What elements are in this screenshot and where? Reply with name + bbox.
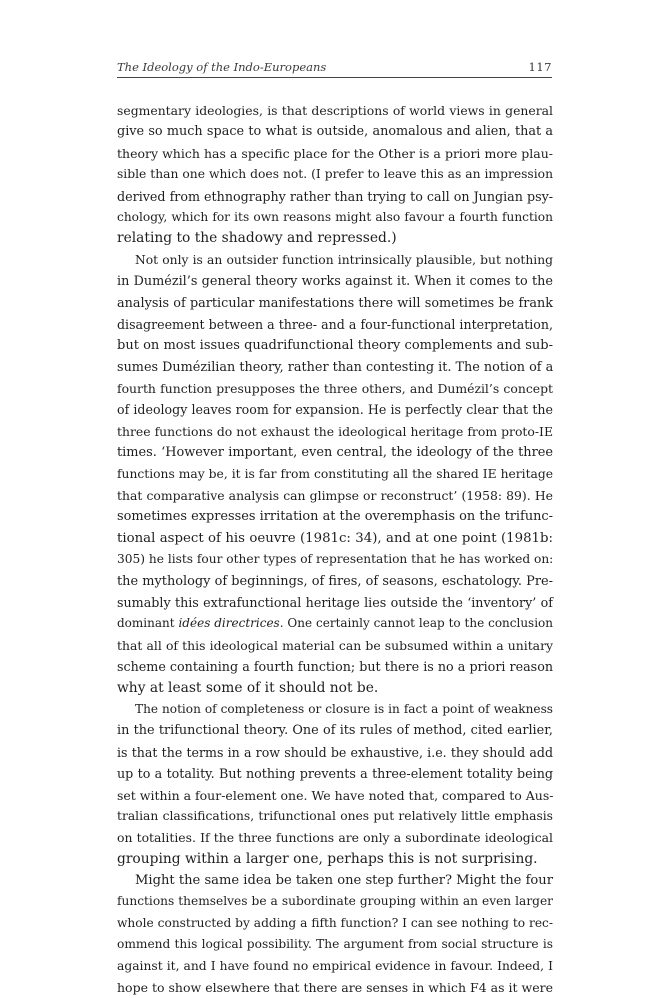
text-line: 305) he lists four other types of representation that he has worked on: [117,552,554,567]
text-line: three functions do not exhaust the ideological heritage from proto-IE [117,423,553,439]
text-line: sumably this extrafunctional heritage lies outside the ‘inventory’ of [117,594,553,610]
text-line: ommend this logical possibility. The argument from social structure is [117,937,553,952]
paragraph [117,699,553,870]
paragraph [117,250,553,699]
running-head [117,60,552,74]
text-line: sible than one which does not. (I prefer to leave this as an impression [117,167,553,182]
text-line: grouping within a larger one, perhaps this is not surprising. [117,850,538,867]
text-run: dominant [117,616,179,631]
italic-phrase: idées directrices [178,616,280,631]
text-line: analysis of particular manifestations there will sometimes be frank [117,295,553,311]
paragraph [117,870,553,998]
text-line: tralian classifications, trifunctional ones put relatively little emphasis [117,808,553,823]
text-line: but on most issues quadrifunctional theory complements and sub- [117,338,553,354]
text-run: . One certainly cannot leap to the conclusion [279,616,554,631]
text-line: theory which has a specific place for the Other is a priori more plau- [117,145,553,161]
text-line: chology, which for its own reasons might also favour a fourth function [117,209,553,224]
text-line: functions themselves be a subordinate grouping within an even larger [117,894,553,909]
text-line: set within a four-element one. We have noted that, compared to Aus- [117,787,554,803]
text-line: scheme containing a fourth function; but there is no a priori reason [117,659,553,675]
text-line: times. ‘However important, even central, the ideology of the three [117,445,553,461]
text-line: derived from ethnography rather than trying to call on Jungian psy- [117,188,554,204]
text-line: Not only is an outsider function intrinsically plausible, but nothing [135,252,553,267]
text-line: sumes Dumézilian theory, rather than contesting it. The notion of a [117,359,554,375]
text-line: fourth function presupposes the three others, and Dumézil’s concept [117,381,553,397]
text-line: that all of this ideological material can be subsumed within a unitary [117,637,553,653]
text-line: in Dumézil’s general theory works against it. When it comes to the [117,274,553,290]
text-line: tional aspect of his oeuvre (1981c: 34), and at one point (1981b: [117,530,553,546]
text-line: whole constructed by adding a fifth function? I can see nothing to rec- [117,915,553,930]
paragraph [117,100,553,250]
text-line: on totalities. If the three functions are only a subordinate ideological [117,830,553,846]
text-line: is that the terms in a row should be exhaustive, i.e. they should add [117,744,553,760]
text-line: that comparative analysis can glimpse or reconstruct’ (1958: 89). He [117,488,553,504]
header-rule [117,77,552,78]
text-line: sometimes expresses irritation at the overemphasis on the trifunc- [117,509,553,525]
text-line: segmentary ideologies, is that descriptions of world views in general [117,103,553,118]
text-line: give so much space to what is outside, anomalous and alien, that a [117,124,553,140]
body-text [117,100,553,998]
text-line: hope to show elsewhere that there are senses in which F4 as it were [117,980,553,996]
text-line-with-italic [117,613,553,634]
text-line: The notion of completeness or closure is in fact a point of weakness [135,701,553,716]
text-line: of ideology leaves room for expansion. He is perfectly clear that the [117,402,553,418]
text-line: relating to the shadowy and repressed.) [117,230,397,247]
text-line: against it, and I have found no empirical evidence in favour. Indeed, I [117,958,553,973]
running-title: The Ideology of the Indo-Europeans [117,60,327,74]
text-line: why at least some of it should not be. [117,679,379,696]
text-line: up to a totality. But nothing prevents a three-element totality being [117,766,553,782]
page-number: 117 [528,60,552,74]
text-line: the mythology of beginnings, of fires, of seasons, eschatology. Pre- [117,573,553,589]
text-line: Might the same idea be taken one step further? Might the four [135,873,554,889]
text-line: disagreement between a three- and a four-functional interpretation, [117,316,553,332]
text-line: functions may be, it is far from constituting all the shared IE heritage [117,466,553,481]
text-line: in the trifunctional theory. One of its rules of method, cited earlier, [117,723,553,739]
